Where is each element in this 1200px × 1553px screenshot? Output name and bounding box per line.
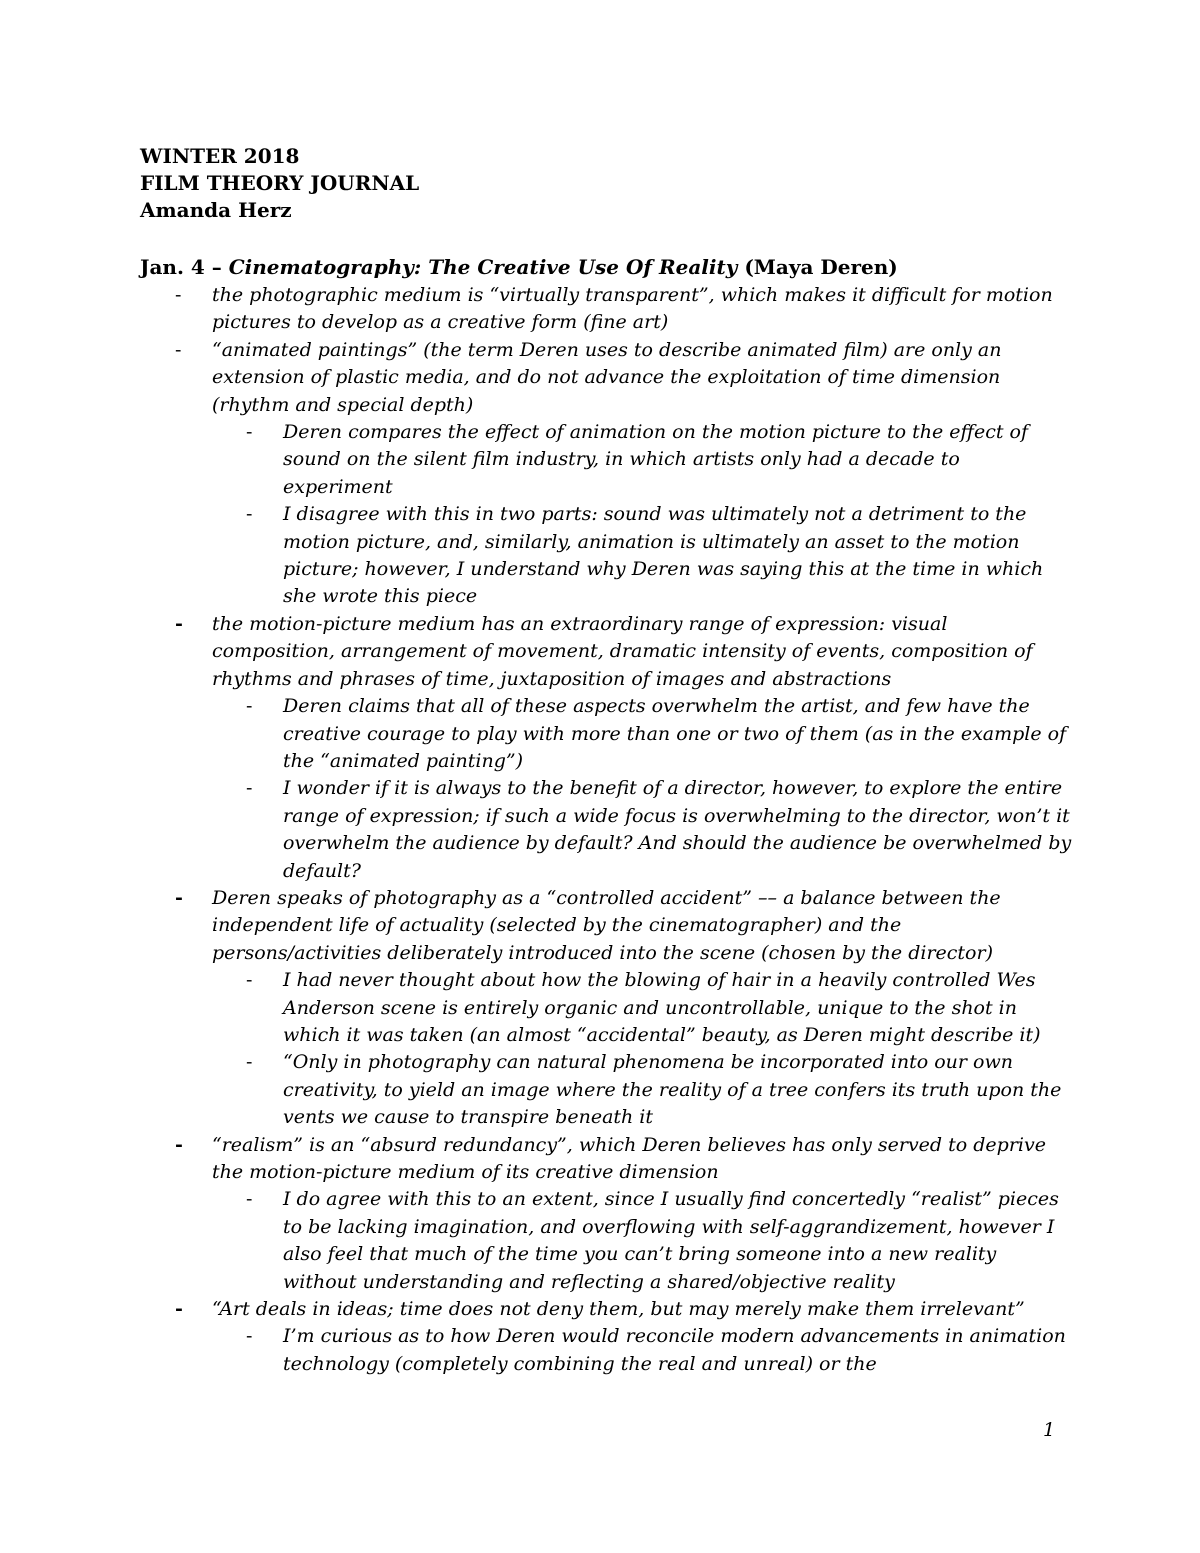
page-number: 1	[1043, 1419, 1056, 1441]
note-text: I wonder if it is always to the benefit of a director, however, to explore the entire range of expression; if such a wide focus is overwhelming to the director, won’t it overwhelm the audience by default? And should the audience be overwhelmed by default?	[283, 777, 1072, 882]
bullet-dash: -	[246, 421, 253, 444]
bullet-dash: -	[246, 695, 253, 718]
note-text: the photographic medium is “virtually transparent”, which makes it difficult for motion pictures to develop as a creative form (fine art)	[212, 284, 1053, 334]
entry-heading	[140, 254, 898, 281]
bullet-dash: -	[246, 1051, 253, 1074]
list-item	[175, 282, 1072, 337]
entry-date: Jan. 4 –	[140, 255, 222, 279]
note-text: “Art deals in ideas; time does not deny them, but may merely make them irrelevant”	[212, 1298, 1025, 1321]
note-text: “realism” is an “absurd redundancy”, which Deren believes has only served to deprive the motion-picture medium of its creative dimension	[212, 1133, 1046, 1183]
bullet-dash: -	[246, 1325, 253, 1348]
work-title: Cinematography: The Creative Use Of Reality	[228, 255, 738, 279]
list-subitem	[246, 1323, 1073, 1378]
list-item	[175, 885, 1072, 967]
note-text: “animated paintings” (the term Deren uses to describe animated film) are only an extension of plastic media, and do not advance the exploitation of time dimension (rhythm and special depth)	[212, 338, 1002, 416]
note-text: Deren speaks of photography as a “controlled accident” –– a balance between the independent life of actuality (selected by the cinematographer) and the persons/activities deliberately introduced into the scene (chosen by the director)	[212, 886, 1001, 964]
note-text: “Only in photography can natural phenomena be incorporated into our own creativity, to yield an image where the reality of a tree confers its truth upon the vents we cause to transpire beneath it	[283, 1051, 1062, 1129]
list-item	[175, 611, 1072, 693]
bullet-dash: -	[175, 284, 182, 306]
bullet-dash: -	[175, 886, 183, 909]
list-subitem	[246, 1186, 1073, 1296]
note-text: I disagree with this in two parts: sound was ultimately not a detriment to the motion picture, and, similarly, animation is ultimately an asset to the motion picture; however, I understand why Deren was saying this at the time in which she wrote this piece	[283, 503, 1044, 608]
bullet-dash: -	[246, 1188, 253, 1211]
list-subitem	[246, 775, 1073, 885]
list-item	[175, 1132, 1072, 1187]
list-subitem	[246, 501, 1073, 611]
note-text: I’m curious as to how Deren would reconcile modern advancements in animation technology (completely combining the real and unreal) or the	[283, 1325, 1066, 1375]
note-text: I do agree with this to an extent, since I usually find concertedly “realist” pieces to be lacking imagination, and overflowing with self-aggrandizement, however I also feel that much of the time you can’t bring someone into a new reality without understanding and reflecting a shared/objective reality	[283, 1188, 1059, 1293]
list-subitem	[246, 1049, 1073, 1131]
author-name: Amanda Herz	[140, 198, 292, 222]
term-heading: WINTER 2018	[140, 144, 300, 168]
document-header	[140, 143, 419, 224]
bullet-dash: -	[175, 1133, 183, 1156]
bullet-dash: -	[175, 338, 182, 361]
course-heading: FILM THEORY JOURNAL	[140, 171, 420, 195]
note-text: I had never thought about how the blowing of hair in a heavily controlled Wes Anderson scene is entirely organic and uncontrollable, unique to the shot in which it was taken (an almost “accidental” beauty, as Deren might describe it)	[283, 969, 1041, 1046]
list-subitem	[246, 419, 1073, 501]
note-text: Deren compares the effect of animation on the motion picture to the effect of sound on the silent film industry, in which artists only had a decade to experiment	[283, 421, 1029, 498]
bullet-dash: -	[246, 969, 253, 992]
note-text: Deren claims that all of these aspects overwhelm the artist, and few have the creative courage to play with more than one or two of them (as in the example of the “animated painting”)	[283, 695, 1067, 772]
list-subitem	[246, 693, 1073, 775]
work-author: (Maya Deren)	[744, 255, 898, 279]
list-subitem	[246, 967, 1073, 1049]
bullet-dash: -	[246, 503, 253, 526]
note-text: the motion-picture medium has an extraordinary range of expression: visual composition, arrangement of movement, dramatic intensity of events, composition of rhythms and phrases of time, juxtaposition of images and abstractions	[212, 612, 1033, 690]
bullet-dash: -	[246, 777, 253, 800]
bullet-dash: -	[175, 612, 183, 635]
list-item	[175, 1296, 1072, 1323]
journal-notes	[0, 282, 1200, 1378]
bullet-dash: -	[175, 1298, 183, 1321]
list-item	[175, 337, 1072, 419]
